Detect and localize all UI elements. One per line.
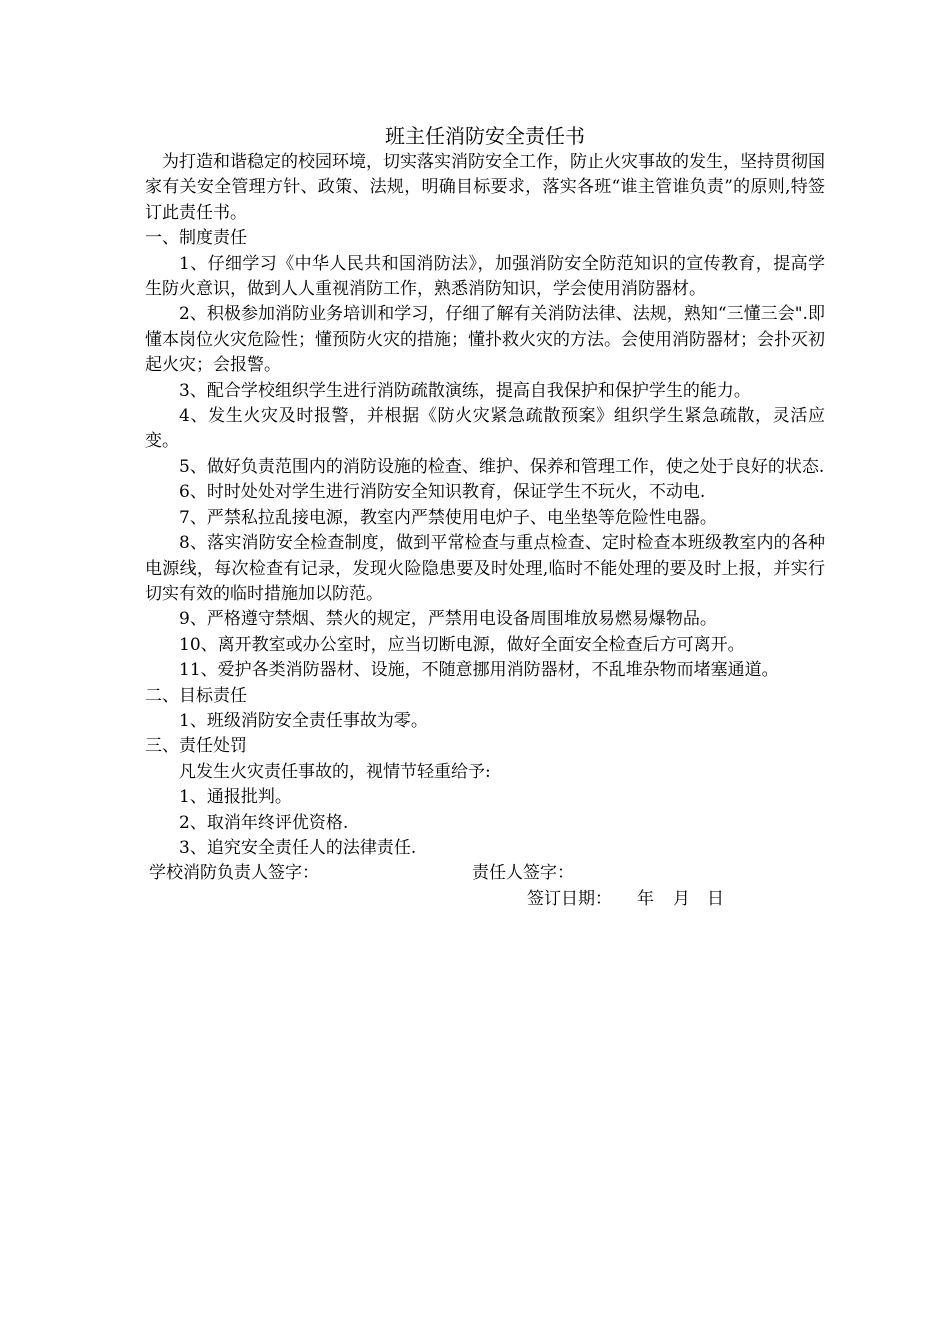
signature-row (145, 861, 825, 886)
penalty-item: 1、通报批判。 (179, 787, 292, 808)
section-heading-system: 一、制度责任 (145, 228, 247, 249)
system-item: 1、仔细学习《中华人民共和国消防法》，加强消防安全防范知识的宣传教育，提高学生防火意识，做到人人重视消防工作，熟悉消防知识，学会使用消防器材。 (145, 253, 825, 300)
system-item: 5、做好负责范围内的消防设施的检查、维护、保养和管理工作，使之处于良好的状态. (179, 456, 825, 477)
school-signature-label: 学校消防负责人签字： (149, 863, 319, 884)
date-month-label: 月 (673, 888, 690, 909)
document-title: 班主任消防安全责任书 (385, 124, 585, 148)
system-item: 11、爱护各类消防器材、设施，不随意挪用消防器材，不乱堆杂物而堵塞通道。 (179, 660, 779, 681)
system-item: 9、严格遵守禁烟、禁火的规定，严禁用电设备周围堆放易燃易爆物品。 (179, 609, 717, 630)
system-item: 7、严禁私拉乱接电源，教室内严禁使用电炉子、电坐垫等危险性电器。 (179, 507, 717, 528)
target-item: 1、班级消防安全责任事故为零。 (179, 710, 428, 731)
date-row (145, 887, 825, 912)
system-item: 6、时时处处对学生进行消防安全知识教育，保证学生不玩火，不动电. (179, 482, 706, 503)
system-item: 3、配合学校组织学生进行消防疏散演练，提高自我保护和保护学生的能力。 (179, 380, 751, 401)
document-body (145, 122, 825, 912)
person-signature-label: 责任人签字： (472, 863, 574, 884)
sign-date-label: 签订日期： (527, 888, 612, 909)
section-heading-target: 二、目标责任 (145, 685, 247, 706)
section-heading-penalty: 三、责任处罚 (145, 736, 247, 757)
penalty-item: 2、取消年终评优资格. (179, 812, 349, 833)
penalty-item: 3、追究安全责任人的法律责任. (179, 837, 417, 858)
system-item: 4、发生火灾及时报警，并根据《防火灾紧急疏散预案》组织学生紧急疏散，灵活应变。 (145, 406, 825, 452)
system-item: 8、落实消防安全检查制度，做到平常检查与重点检查、定时检查本班级教室内的各种电源线，每次检查有记录，发现火险隐患要及时处理,临时不能处理的要及时上报，并实行切实有效的临时措施加以防范。 (145, 533, 825, 604)
system-item: 10、离开教室或办公室时，应当切断电源，做好全面安全检查后方可离开。 (179, 634, 745, 655)
system-item: 2、积极参加消防业务培训和学习，仔细了解有关消防法律、法规，熟知“三懂三会".即懂本岗位火灾危险性；懂预防火灾的措施；懂扑救火灾的方法。会使用消防器材；会扑灭初起火灾；会报警。 (145, 304, 825, 376)
date-day-label: 日 (707, 888, 724, 909)
penalty-lead: 凡发生火灾责任事故的，视情节轻重给予: (179, 761, 491, 782)
intro-paragraph: 为打造和谐稳定的校园环境，切实落实消防安全工作，防止火灾事故的发生，坚持贯彻国家有关安全管理方针、政策、法规，明确目标要求，落实各班“谁主管谁负责”的原则,特签订此责任书。 (145, 152, 825, 223)
date-year-label: 年 (637, 888, 654, 909)
